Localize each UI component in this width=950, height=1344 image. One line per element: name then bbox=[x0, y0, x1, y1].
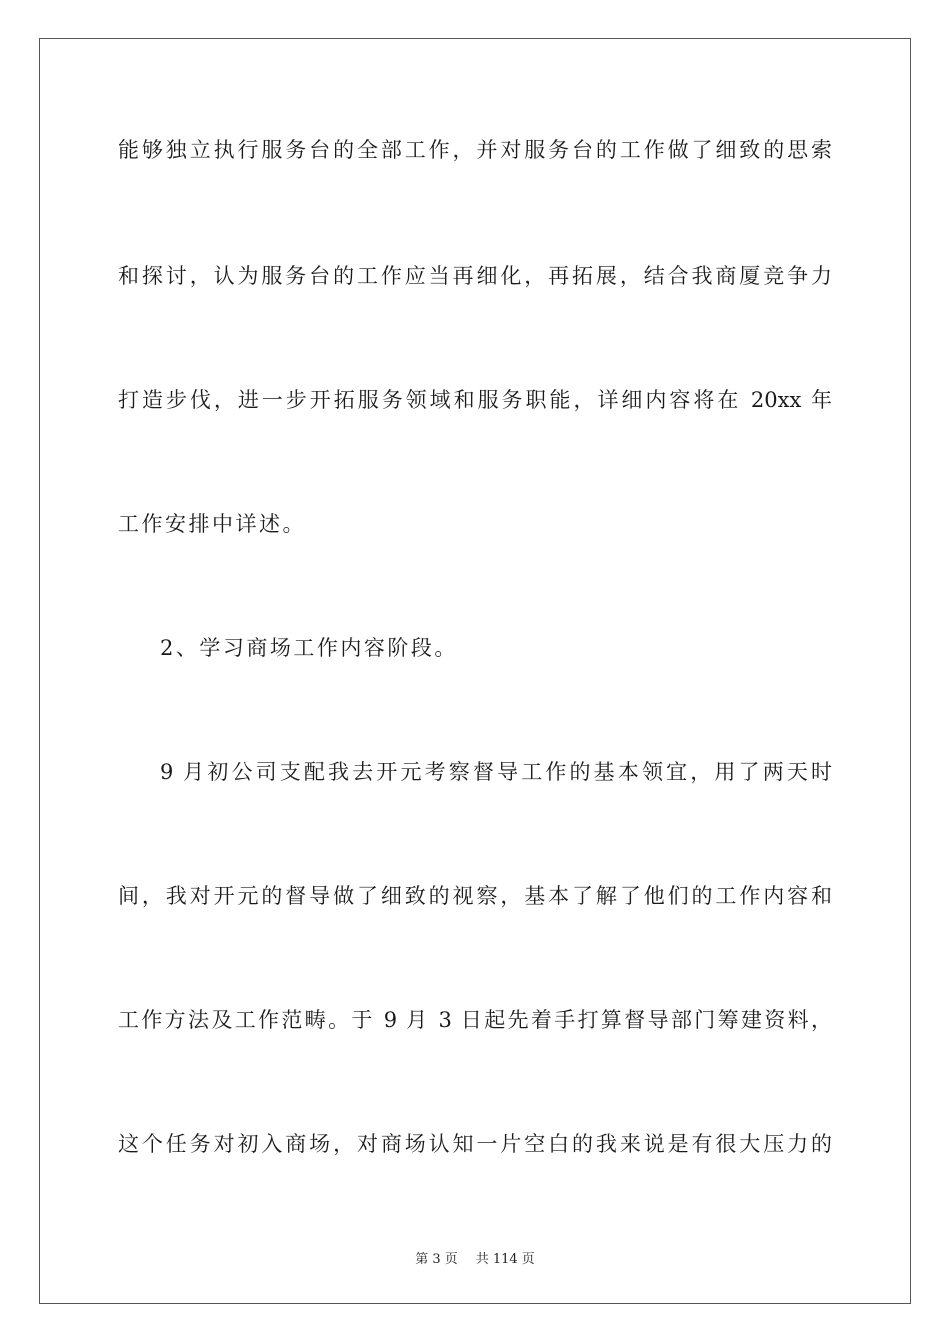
paragraph-line: 9 月初公司支配我去开元考察督导工作的基本领宜，用了两天时 bbox=[160, 760, 832, 784]
page-number: 第 3 页 bbox=[415, 1252, 458, 1267]
section-heading: 2、学习商场工作内容阶段。 bbox=[160, 636, 458, 660]
paragraph-line: 间，我对开元的督导做了细致的视察，基本了解了他们的工作内容和 bbox=[118, 884, 832, 908]
paragraph-line: 这个任务对初入商场，对商场认知一片空白的我来说是有很大压力的 bbox=[118, 1132, 832, 1156]
page-footer bbox=[0, 1248, 950, 1267]
paragraph-line: 打造步伐，进一步开拓服务领域和服务职能，详细内容将在 20xx 年 bbox=[118, 388, 832, 412]
paragraph-line: 工作方法及工作范畴。于 9 月 3 日起先着手打算督导部门筹建资料， bbox=[118, 1008, 832, 1032]
paragraph-line: 工作安排中详述。 bbox=[118, 512, 306, 536]
page-border bbox=[39, 38, 911, 1304]
paragraph-line: 能够独立执行服务台的全部工作，并对服务台的工作做了细致的思索 bbox=[118, 138, 832, 162]
paragraph-line: 和探讨，认为服务台的工作应当再细化，再拓展，结合我商厦竞争力 bbox=[118, 264, 832, 288]
page-total: 共 114 页 bbox=[475, 1252, 535, 1267]
